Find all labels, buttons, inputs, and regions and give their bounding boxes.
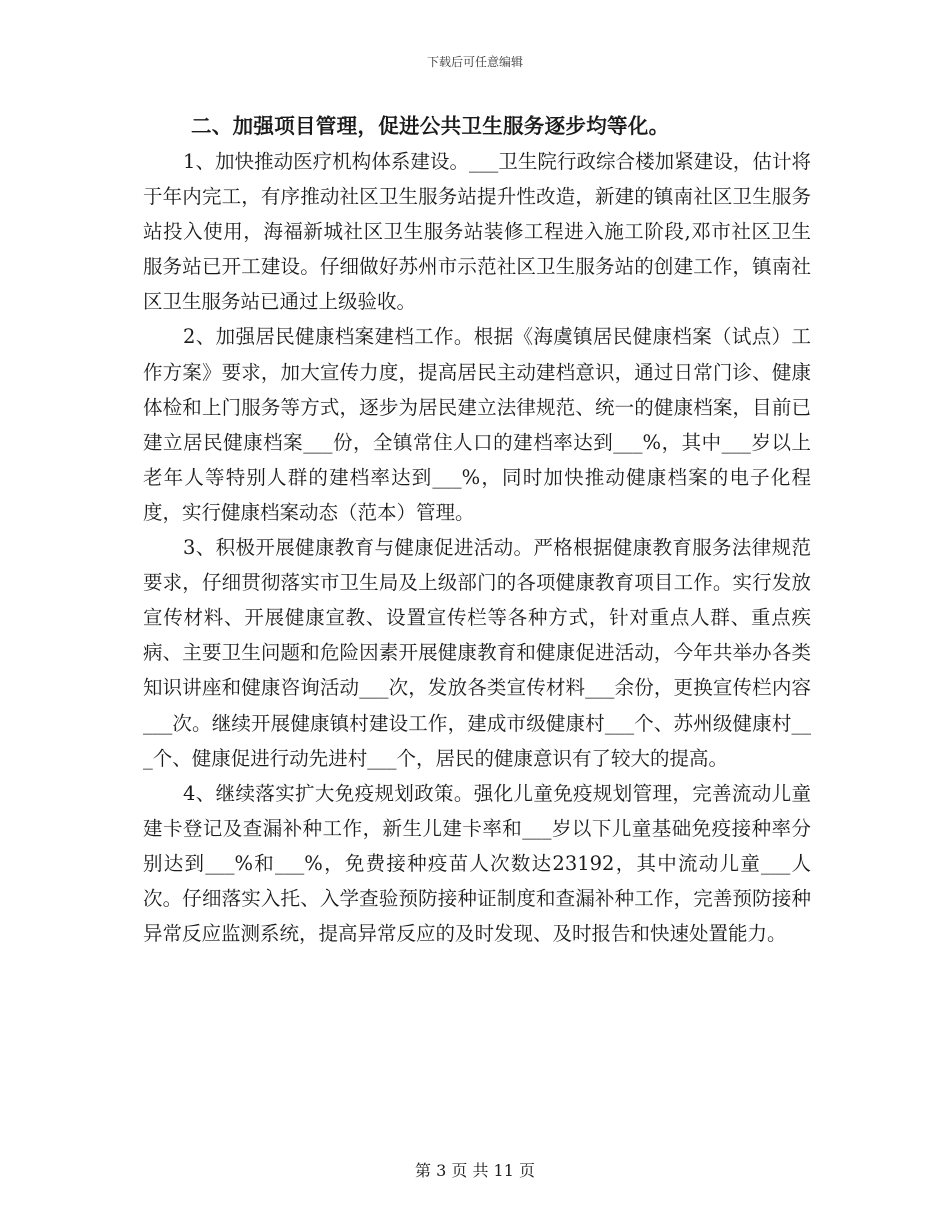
- page-header-note: 下载后可任意编辑: [426, 55, 523, 69]
- paragraph-4: 4、继续落实扩大免疫规划政策。强化儿童免疫规划管理，完善流动儿童建卡登记及查漏补种工作，新生儿建卡率和___岁以下儿童基础免疫接种率分别达到___%和___%，免费接种疫苗人次数达23192，其中流动儿童___人次。仔细落实入托、入学查验预防接种证制度和查漏补种工作，完善预防接种异常反应监测系统，提高异常反应的及时发现、及时报告和快速处置能力。: [143, 781, 811, 946]
- section-heading: 二、加强项目管理，促进公共卫生服务逐步均等化。: [191, 114, 670, 138]
- document-body: [143, 108, 811, 951]
- paragraph-1: 1、加快推动医疗机构体系建设。___卫生院行政综合楼加紧建设，估计将于年内完工，有序推动社区卫生服务站提升性改造，新建的镇南社区卫生服务站投入使用，海福新城社区卫生服务站装修工程进入施工阶段,邓市社区卫生服务站已开工建设。仔细做好苏州市示范社区卫生服务站的创建工作，镇南社区卫生服务站已通过上级验收。: [143, 150, 811, 314]
- paragraph-2: 2、加强居民健康档案建档工作。根据《海虞镇居民健康档案（试点）工作方案》要求，加大宣传力度，提高居民主动建档意识，通过日常门诊、健康体检和上门服务等方式，逐步为居民建立法律规范、统一的健康档案，目前已建立居民健康档案___份，全镇常住人口的建档率达到___%，其中___岁以上老年人等特别人群的建档率达到___%，同时加快推动健康档案的电子化程度，实行健康档案动态（范本）管理。: [143, 325, 811, 524]
- page-number: 第 3 页 共 11 页: [415, 1161, 535, 1180]
- paragraph-3: 3、积极开展健康教育与健康促进活动。严格根据健康教育服务法律规范要求，仔细贯彻落实市卫生局及上级部门的各项健康教育项目工作。实行发放宣传材料、开展健康宣教、设置宣传栏等各种方式，针对重点人群、重点疾病、主要卫生问题和危险因素开展健康教育和健康促进活动，今年共举办各类知识讲座和健康咨询活动___次，发放各类宣传材料___余份，更换宣传栏内容___次。继续开展健康镇村建设工作，建成市级健康村___个、苏州级健康村___个、健康促进行动先进村___个，居民的健康意识有了较大的提高。: [143, 536, 811, 770]
